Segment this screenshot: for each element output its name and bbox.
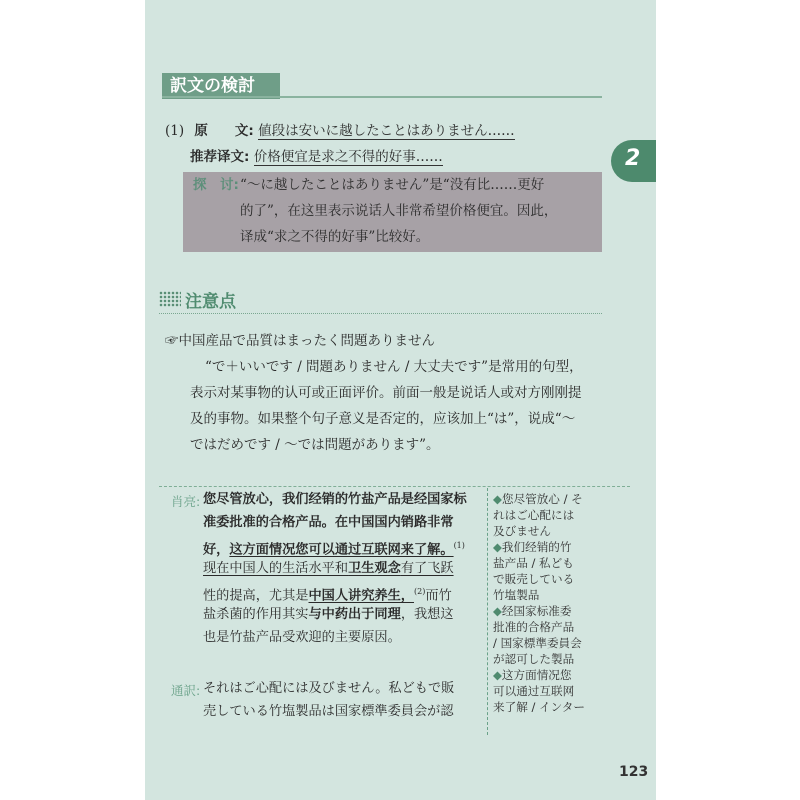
diamond-icon: ◆ <box>493 540 502 554</box>
dialog-text: 盐杀菌的作用其实 <box>203 607 309 622</box>
notes-line: ではだめです / ～では問題があります”。 <box>190 437 440 453</box>
diamond-icon: ◆ <box>493 668 502 682</box>
side-note-line: 批准的合格产品 <box>493 620 575 634</box>
dialog-line: それはご心配には及びません。私どもで販 <box>203 681 455 696</box>
item-number: (1) <box>165 123 185 139</box>
recommended-row <box>190 144 443 170</box>
side-note-text: 您尽管放心 / そ <box>501 492 583 506</box>
side-note-line: が認可した製品 <box>493 652 575 666</box>
side-note-text: 我们经销的竹 <box>501 540 572 554</box>
original-label: 原 文: <box>194 123 254 139</box>
original-text: 値段は安いに越したことはありません…… <box>258 123 515 139</box>
side-note-line <box>493 603 572 619</box>
side-note-line <box>493 539 572 555</box>
notes-line: 表示对某事物的认可或正面评价。前面一般是说话人或对方刚刚提 <box>190 385 582 401</box>
book-page <box>145 0 656 800</box>
side-note-line <box>493 667 572 683</box>
discussion-label: 探 讨: <box>193 177 239 193</box>
diamond-icon: ◆ <box>493 492 502 506</box>
side-note-line: 竹塩製品 <box>493 588 540 602</box>
diamond-icon: ◆ <box>493 604 502 618</box>
side-note-line: れはご心配には <box>493 508 575 522</box>
discussion-line: 的了”，在这里表示说话人非常希望价格便宜。因此， <box>240 203 558 219</box>
footnote-marker: (2) <box>414 587 426 596</box>
side-note-text: 这方面情况您 <box>501 668 572 682</box>
dialog-line <box>203 603 454 627</box>
notes-heading: 注意点 <box>185 292 236 312</box>
dialog-text: ，我想这 <box>400 607 454 622</box>
dialog-line: 也是竹盐产品受欢迎的主要原因。 <box>203 630 401 645</box>
dialog-text: 有了飞跃 <box>400 561 454 576</box>
side-note-line: 盐产品 / 私ども <box>493 556 574 570</box>
dialog-line <box>203 557 454 581</box>
side-note-line: で販売している <box>493 572 575 586</box>
side-note-line: 及びません <box>493 524 551 538</box>
section-title: 訳文の検討 <box>162 73 280 99</box>
chapter-tab <box>611 140 656 182</box>
section-rule <box>162 96 602 98</box>
dialog-bold: 卫生观念 <box>348 561 401 576</box>
side-note-line <box>493 491 583 507</box>
dialog-text: 好， <box>203 542 230 558</box>
dialog-bold: 中国人讲究养生， <box>308 588 414 604</box>
notes-rule <box>159 313 602 315</box>
side-note-line: / 国家標準委員会 <box>493 636 582 650</box>
speaker-label: 肖亮: <box>171 494 201 509</box>
footnote-marker: (1) <box>453 541 465 550</box>
dialog-underlined: 这方面情况您可以通过互联网来了解。 <box>229 542 454 558</box>
speaker-label: 通訳: <box>171 683 201 698</box>
dialog-line: 您尽管放心，我们经销的竹盐产品是经国家标 <box>203 492 467 507</box>
discussion-line: “～に越したことはありません”是“没有比……更好 <box>240 177 545 193</box>
side-note-line: 来了解 / インター <box>493 700 585 714</box>
discussion-line: 译成“求之不得的好事”比较好。 <box>240 229 430 245</box>
dialog-line: 准委批准的合格产品。在中国国内销路非常 <box>203 515 454 530</box>
side-note-text: 经国家标准委 <box>501 604 572 618</box>
note-dots-icon <box>159 291 181 307</box>
side-note-line: 可以通过互联网 <box>493 684 575 698</box>
recommended-text: 价格便宜是求之不得的好事…… <box>253 149 443 165</box>
notes-line: 及的事物。如果整个句子意义是否定的，应该加上“は”，说成“～ <box>190 411 576 427</box>
notes-line: “で＋いいです / 問題ありません / 大丈夫です”是常用的句型， <box>205 359 583 375</box>
notes-example: ☞中国産品で品質はまったく問題ありません <box>165 333 435 349</box>
original-row <box>165 118 515 144</box>
recommended-label: 推荐译文: <box>190 149 250 165</box>
dialog-text: 现在中国人的生活水平和 <box>203 561 349 576</box>
dialog-text: 性的提高，尤其是 <box>203 588 309 604</box>
dialog-text: 而竹 <box>425 588 452 604</box>
dialog-bold: 与中药出于同理 <box>308 607 401 622</box>
chapter-number: 2 <box>625 146 641 171</box>
dialog-line: 売している竹塩製品は国家標準委員会が認 <box>203 704 454 719</box>
page-number: 123 <box>619 764 649 780</box>
